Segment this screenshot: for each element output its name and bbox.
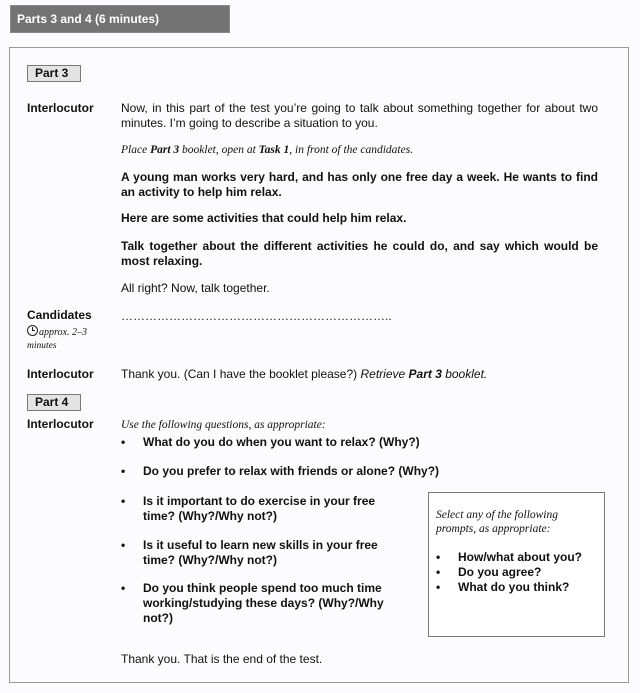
part3-instruction: Place Part 3 booklet, open at Task 1, in front of the candidates.: [121, 144, 414, 156]
bullet-icon: •: [436, 565, 441, 579]
part3-start: All right? Now, talk together.: [121, 281, 270, 295]
speaker-interlocutor: Interlocutor: [27, 101, 94, 115]
part3-task: Talk together about the different activities he could do, and say which would be most relaxing.: [121, 239, 598, 268]
part-4-label: Part 4: [27, 394, 81, 411]
test-end: Thank you. That is the end of the test.: [121, 652, 323, 666]
part4-instruction: Use the following questions, as appropriate:: [121, 419, 326, 431]
candidates-dots: …………………………………………………………..: [121, 309, 392, 323]
prompts-intro: Select any of the following prompts, as appropriate:: [436, 509, 559, 535]
section-header: [10, 5, 230, 33]
part3-activities: Here are some activities that could help him relax.: [121, 211, 407, 225]
bullet-icon: •: [436, 550, 441, 564]
prompts-box: Select any of the following prompts, as appropriate: • How/what about you? • Do you agree? • What do you think?: [428, 492, 605, 637]
bullet-icon: •: [121, 494, 126, 508]
part3-intro: Now, in this part of the test you’re going to talk about something together for about two minutes. I’m going to describe a situation to you.: [121, 101, 598, 130]
bullet-icon: •: [121, 581, 126, 595]
bullet-icon: •: [436, 580, 441, 594]
speaker-interlocutor-3: Interlocutor: [27, 417, 94, 431]
section-title: Parts 3 and 4 (6 minutes): [17, 12, 160, 26]
clock-icon: [27, 325, 38, 336]
bullet-icon: •: [121, 435, 126, 449]
part3-closing: Thank you. (Can I have the booklet please?) Retrieve Part 3 booklet.: [121, 367, 488, 381]
bullet-icon: •: [121, 464, 126, 478]
timing-unit: minutes: [27, 341, 57, 351]
bullet-icon: •: [121, 538, 126, 552]
timing-note: approx. 2–3: [27, 325, 87, 338]
part3-situation: A young man works very hard, and has only one free day a week. He wants to find an activity to help him relax.: [121, 170, 598, 199]
speaker-interlocutor-2: Interlocutor: [27, 367, 94, 381]
part-3-label: Part 3: [27, 65, 81, 82]
speaker-candidates: Candidates: [27, 308, 92, 322]
